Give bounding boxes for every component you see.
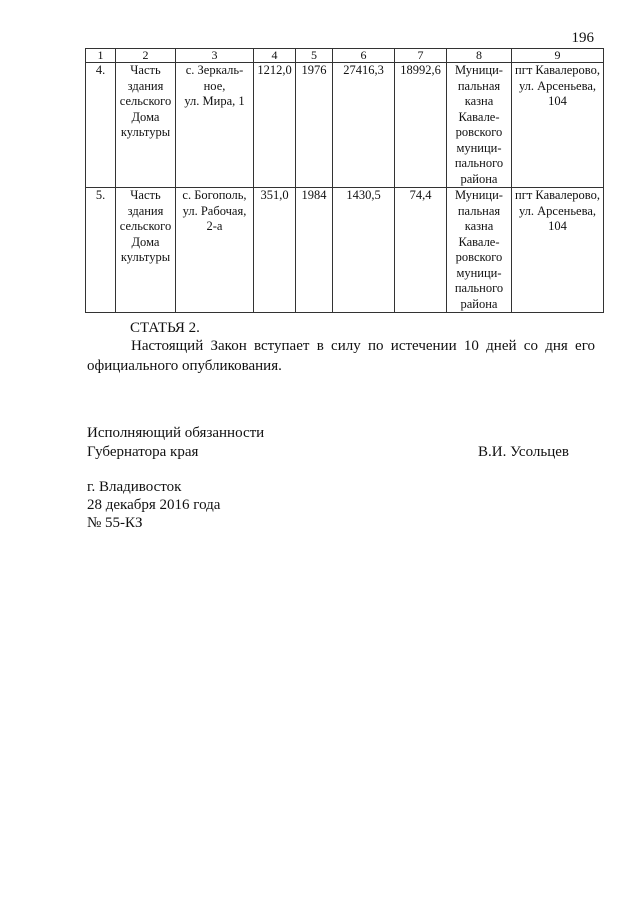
object-area: 1212,0 — [254, 63, 296, 188]
object-year: 1984 — [296, 188, 333, 313]
table-row — [86, 188, 604, 313]
recipient-address: пгт Кавалерово, ул. Арсеньева, 104 — [512, 188, 604, 313]
signing-city: г. Владивосток — [87, 479, 182, 495]
column-number: 8 — [447, 49, 512, 63]
column-number: 4 — [254, 49, 296, 63]
residual-value: 74,4 — [395, 188, 447, 313]
signature-block — [87, 424, 595, 462]
table-row — [86, 63, 604, 188]
column-number: 7 — [395, 49, 447, 63]
object-name: Часть здания сельского Дома культуры — [116, 188, 176, 313]
place-date-block — [87, 478, 220, 532]
row-number: 4. — [86, 63, 116, 188]
column-number: 2 — [116, 49, 176, 63]
book-value: 27416,3 — [333, 63, 395, 188]
signer-name: В.И. Усольцев — [478, 444, 569, 460]
object-address: с. Зеркаль- ное, ул. Мира, 1 — [176, 63, 254, 188]
signer-position-line1: Исполняющий обязанности — [87, 425, 265, 441]
object-area: 351,0 — [254, 188, 296, 313]
object-name: Часть здания сельского Дома культуры — [116, 63, 176, 188]
property-table — [85, 48, 604, 313]
article-title: СТАТЬЯ 2. — [130, 320, 200, 336]
book-value: 1430,5 — [333, 188, 395, 313]
residual-value: 18992,6 — [395, 63, 447, 188]
article-body: Настоящий Закон вступает в силу по истечении 10 дней со дня его официального опубликования. — [87, 338, 595, 374]
column-number: 9 — [512, 49, 604, 63]
column-number: 6 — [333, 49, 395, 63]
signer-position-line2: Губернатора края — [87, 444, 199, 460]
column-number: 5 — [296, 49, 333, 63]
law-number: № 55-КЗ — [87, 515, 143, 531]
signing-date: 28 декабря 2016 года — [87, 497, 221, 513]
object-address: с. Богополь, ул. Рабочая, 2-а — [176, 188, 254, 313]
column-number-row — [86, 49, 604, 63]
object-owner: Муници- пальная казна Кавале- ровского муници- пального района — [447, 63, 512, 188]
object-owner: Муници- пальная казна Кавале- ровского муници- пального района — [447, 188, 512, 313]
recipient-address: пгт Кавалерово, ул. Арсеньева, 104 — [512, 63, 604, 188]
row-number: 5. — [86, 188, 116, 313]
object-year: 1976 — [296, 63, 333, 188]
column-number: 1 — [86, 49, 116, 63]
column-number: 3 — [176, 49, 254, 63]
page-number: 196 — [571, 30, 594, 46]
